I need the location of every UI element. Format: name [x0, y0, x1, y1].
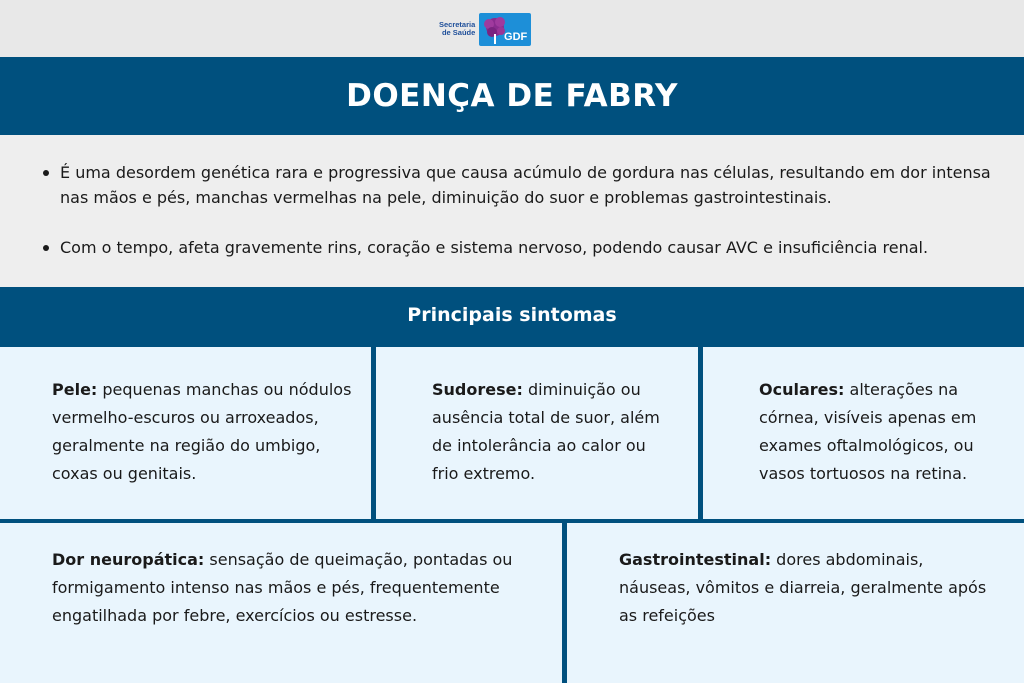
symptom-label: Sudorese: — [432, 380, 523, 399]
symptom-description: pequenas manchas ou nódulos vermelho-escuros ou arroxeados, geralmente na região do umbigo, coxas ou genitais. — [52, 380, 352, 483]
symptom-description: diminuição ou ausência total de suor, além de intolerância ao calor ou frio extremo. — [432, 380, 660, 483]
page-title: DOENÇA DE FABRY — [346, 78, 678, 114]
symptom-description: alterações na córnea, visíveis apenas em exames oftalmológicos, ou vasos tortuosos na retina. — [759, 380, 977, 483]
logo-badge — [479, 13, 531, 46]
symptom-card-dor-neuropatica — [0, 523, 562, 683]
symptom-text — [52, 546, 552, 630]
symptoms-grid — [0, 343, 1024, 683]
symptom-label: Oculares: — [759, 380, 845, 399]
symptom-card-sudorese — [376, 347, 698, 519]
symptom-text — [619, 546, 999, 630]
secretaria-saude-gdf-logo — [439, 12, 531, 46]
symptom-description: dores abdominais, náuseas, vômitos e diarreia, geralmente após as refeições — [619, 550, 987, 625]
logo-line-1: Secretaria — [439, 20, 476, 29]
symptom-card-gastrointestinal — [567, 523, 1024, 683]
symptom-text — [759, 376, 1009, 488]
title-bar — [0, 57, 1024, 135]
symptom-label: Gastrointestinal: — [619, 550, 772, 569]
symptoms-title: Principais sintomas — [407, 304, 617, 326]
symptom-text — [52, 376, 357, 488]
symptom-text — [432, 376, 672, 488]
intro-bullet-1: É uma desordem genética rara e progressiva que causa acúmulo de gordura nas células, resultando em dor intensa nas mãos e pés, manchas vermelhas na pele, diminuição do suor e problemas gastrointestinais. — [60, 160, 1000, 210]
logo-gdf-text: GDF — [504, 30, 528, 43]
symptom-card-pele — [0, 347, 371, 519]
logo-text — [439, 21, 475, 37]
symptom-card-oculares — [703, 347, 1024, 519]
symptom-description: sensação de queimação, pontadas ou formigamento intenso nas mãos e pés, frequentemente engatilhada por febre, exercícios ou estresse. — [52, 550, 513, 625]
symptoms-header — [0, 287, 1024, 343]
symptom-label: Pele: — [52, 380, 98, 399]
intro-section — [0, 135, 1024, 287]
symptom-label: Dor neuropática: — [52, 550, 205, 569]
intro-bullet-2: Com o tempo, afeta gravemente rins, coração e sistema nervoso, podendo causar AVC e insuficiência renal. — [60, 235, 1000, 260]
header-band — [0, 0, 1024, 57]
logo-line-2: de Saúde — [441, 28, 476, 37]
